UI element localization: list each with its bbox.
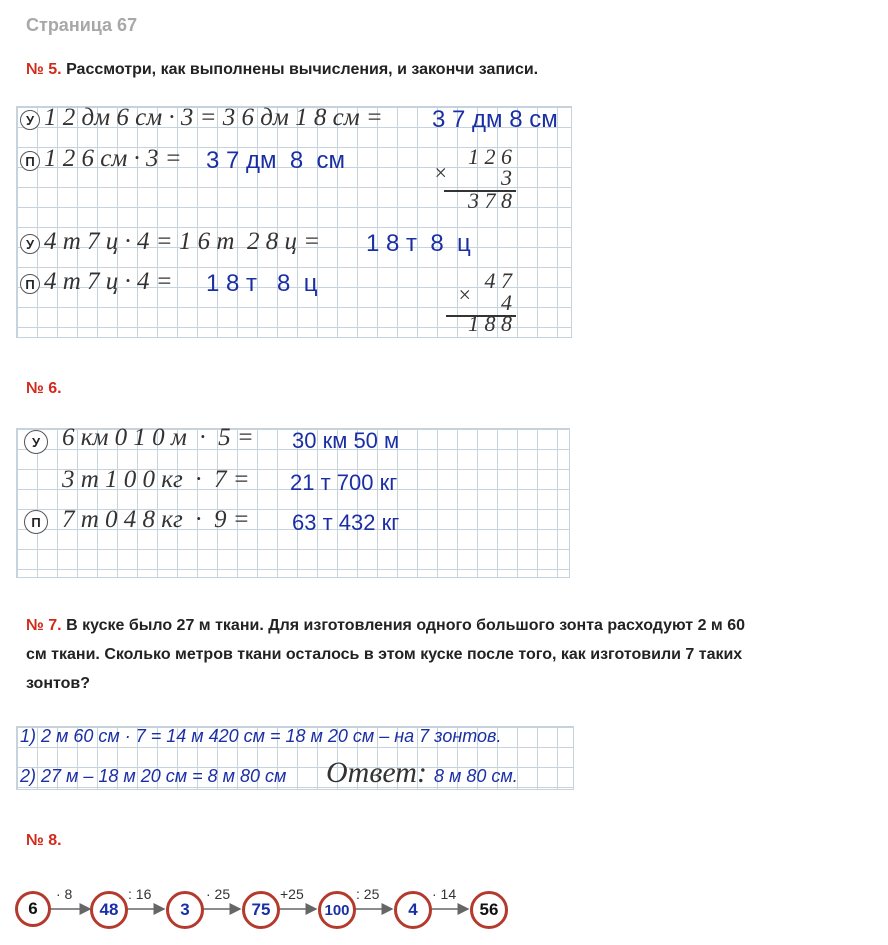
task6-row1-expr: 6 км 0 1 0 м · 5 = [62,424,254,451]
multiply-sign: × [433,160,448,185]
row-badge: П [24,510,48,534]
task6-row3-expr: 7 т 0 4 8 кг · 9 = [62,506,250,533]
task5-row3-expr: 4 т 7 ц · 4 = 1 6 т 2 8 ц = [44,228,321,255]
task6-row2-answer: 21 т 700 кг [290,470,398,495]
chain-value-6: 6 [15,891,51,927]
task7-number: № 7. [26,617,62,634]
task8-number: № 8. [26,832,62,849]
task5-number: № 5. [26,61,62,78]
chain-op: · 8 [56,886,73,902]
task6-heading [26,374,62,403]
chain-op: : 16 [128,886,152,902]
task7-text-line1: В куске было 27 м ткани. Для изготовления одного большого зонта расходуют 2 м 60 [66,617,746,634]
task5-heading [26,55,538,84]
task5-row4-expr: 4 т 7 ц · 4 = [44,268,173,295]
task7-answer-value: 8 м 80 см. [434,766,518,786]
row-badge: У [20,234,40,254]
task6-number: № 6. [26,380,62,397]
multiply-sign: × [457,282,472,307]
task5-row4-answer: 1 8 т 8 ц [206,270,318,297]
chain-value-56: 56 [470,891,508,929]
task6-row2-expr: 3 т 1 0 0 кг · 7 = [62,466,250,493]
task5-row1-expr: 1 2 дм 6 см · 3 = 3 6 дм 1 8 см = [44,104,383,131]
chain-value-48: 48 [90,891,128,929]
col2-multiplier: 4 [501,290,512,315]
chain-value-4: 4 [394,891,432,929]
col2-top: 4 7 [484,268,512,293]
row-badge: У [24,430,48,454]
task7-answer-word: Ответ: [326,756,427,789]
task8-heading [26,826,62,855]
task7-heading [26,611,866,698]
task6-row3-answer: 63 т 432 кг [292,510,400,535]
task7-solution2: 2) 27 м – 18 м 20 см = 8 м 80 см [20,766,287,786]
chain-op: +25 [280,886,304,902]
row-badge: П [20,274,40,294]
chain-op: : 25 [356,886,380,902]
task7-solution1: 1) 2 м 60 см · 7 = 14 м 420 см = 18 м 20 см – на 7 зонтов. [20,726,502,746]
chain-op: · 14 [432,886,457,902]
chain-value-100: 100 [318,891,356,929]
page-title: Страница 67 [26,15,138,35]
task5-row2-expr: 1 2 6 см · 3 = [44,145,182,172]
task6-row1-answer: 30 км 50 м [292,428,400,453]
row-badge: П [20,151,40,171]
col1-result: 3 7 8 [468,188,512,213]
col2-result: 1 8 8 [468,311,512,336]
col1-multiplier: 3 [501,165,512,190]
task5-row2-answer: 3 7 дм 8 см [206,147,346,174]
task7-text-line2: см ткани. Сколько метров ткани осталось в этом куске после того, как изготовили 7 таких [26,646,743,663]
task7-text-line3: зонтов? [26,675,90,692]
task5-row1-answer: 3 7 дм 8 см [432,106,558,133]
chain-op: · 25 [206,886,231,902]
col1-top: 1 2 6 [468,144,512,169]
chain-value-3: 3 [166,891,204,929]
task5-row3-answer: 1 8 т 8 ц [366,230,471,257]
chain-value-75: 75 [242,891,280,929]
task5-text: Рассмотри, как выполнены вычисления, и закончи записи. [66,61,539,78]
row-badge: У [20,110,40,130]
